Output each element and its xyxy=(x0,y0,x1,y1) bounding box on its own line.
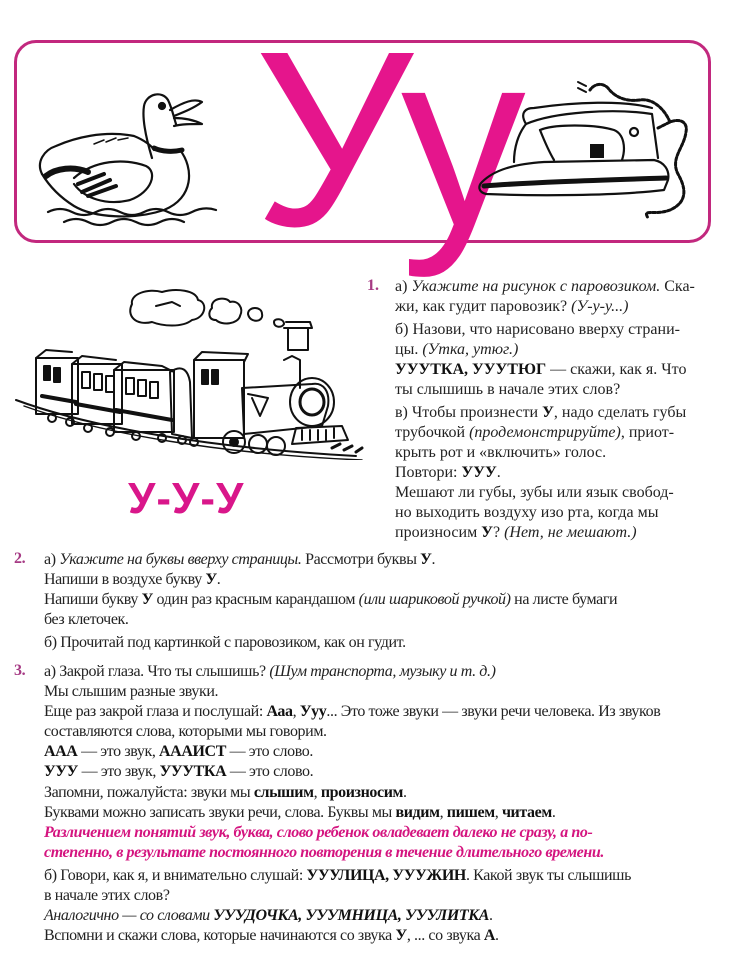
exercise-number: 1. xyxy=(367,277,379,294)
big-letter-u: Уу xyxy=(254,0,514,278)
train-sound-label: У-У-У xyxy=(128,474,245,523)
exercise-3a-line4: составляются слова, которыми мы говорим. xyxy=(44,723,327,740)
exercise-1b-line3: УУУТКА, УУУТЮГ — скажи, как я. Что xyxy=(395,361,687,378)
exercise-3a-line8: Буквами можно записать звуки речи, слова. Буквы мы видим, пишем, читаем. xyxy=(44,804,556,821)
exercise-3a-line3: Еще раз закрой глаза и послушай: Ааа, Ууу... Это тоже звуки — звуки речи человека. Из звуков xyxy=(44,703,661,720)
exercise-3a-line1: а) Закрой глаза. Что ты слышишь? (Шум транспорта, музыку и т. д.) xyxy=(44,663,496,680)
exercise-1c-line3: крыть рот и «включить» голос. xyxy=(395,444,607,461)
exercise-3a-line2: Мы слышим разные звуки. xyxy=(44,683,219,700)
exercise-1c-line2: трубочкой (продемонстрируйте), приот- xyxy=(395,424,675,441)
exercise-2a-line1: а) Укажите на буквы вверху страницы. Рассмотри буквы У. xyxy=(44,551,436,568)
teacher-note-line1: Различением понятий звук, буква, слово ребенок овладевает далеко не сразу, а по- xyxy=(44,824,593,841)
exercise-3b-line1: б) Говори, как я, и внимательно слушай: УУУЛИЦА, УУУЖИН. Какой звук ты слышишь xyxy=(44,867,632,884)
exercise-2a-line3: Напиши букву У один раз красным карандашом (или шариковой ручкой) на листе бумаги xyxy=(44,591,618,608)
teacher-note-line2: степенно, в результате постоянного повторения в течение длительного времени. xyxy=(44,844,604,861)
exercise-3b-line4: Вспомни и скажи слова, которые начинаются со звука У, ... со звука А. xyxy=(44,927,499,944)
exercise-1b-line1: б) Назови, что нарисовано вверху страни- xyxy=(395,321,680,338)
exercise-number: 3. xyxy=(14,662,26,679)
exercise-1c-line4: Повтори: УУУ. xyxy=(395,464,501,481)
exercise-1c-line1: в) Чтобы произнести У, надо сделать губы xyxy=(395,404,687,421)
exercise-1c-line7: произносим У? (Нет, не мешают.) xyxy=(395,524,637,541)
iron-illustration xyxy=(474,78,698,228)
exercise-3a-line7: Запомни, пожалуйста: звуки мы слышим, произносим. xyxy=(44,784,407,801)
steam-train-illustration xyxy=(12,288,368,460)
exercise-1a-line1: а) Укажите на рисунок с паровозиком. Ска- xyxy=(395,278,695,295)
exercise-3a-line5: ААА — это звук, АААИСТ — это слово. xyxy=(44,743,313,760)
exercise-1a-line2: жи, как гудит паровозик? (У-у-у...) xyxy=(395,298,629,315)
duck-illustration xyxy=(34,88,234,228)
exercise-1b-line2: цы. (Утка, утюг.) xyxy=(395,341,519,358)
exercise-number: 2. xyxy=(14,550,26,567)
exercise-2a-line2: Напиши в воздухе букву У. xyxy=(44,571,221,588)
exercise-1b-line4: ты слышишь в начале этих слов? xyxy=(395,381,621,398)
exercise-2b-line1: б) Прочитай под картинкой с паровозиком, как он гудит. xyxy=(44,634,406,651)
exercise-2a-line4: без клеточек. xyxy=(44,611,129,628)
exercise-1c-line6: но выходить воздуху изо рта, когда мы xyxy=(395,504,659,521)
exercise-3a-line6: УУУ — это звук, УУУТКА — это слово. xyxy=(44,763,314,780)
exercise-3b-line2: в начале этих слов? xyxy=(44,887,170,904)
exercise-3b-line3: Аналогично — со словами УУУДОЧКА, УУУМНИЦА, УУУЛИТКА. xyxy=(44,907,493,924)
exercise-1c-line5: Мешают ли губы, зубы или язык свобод- xyxy=(395,484,674,501)
